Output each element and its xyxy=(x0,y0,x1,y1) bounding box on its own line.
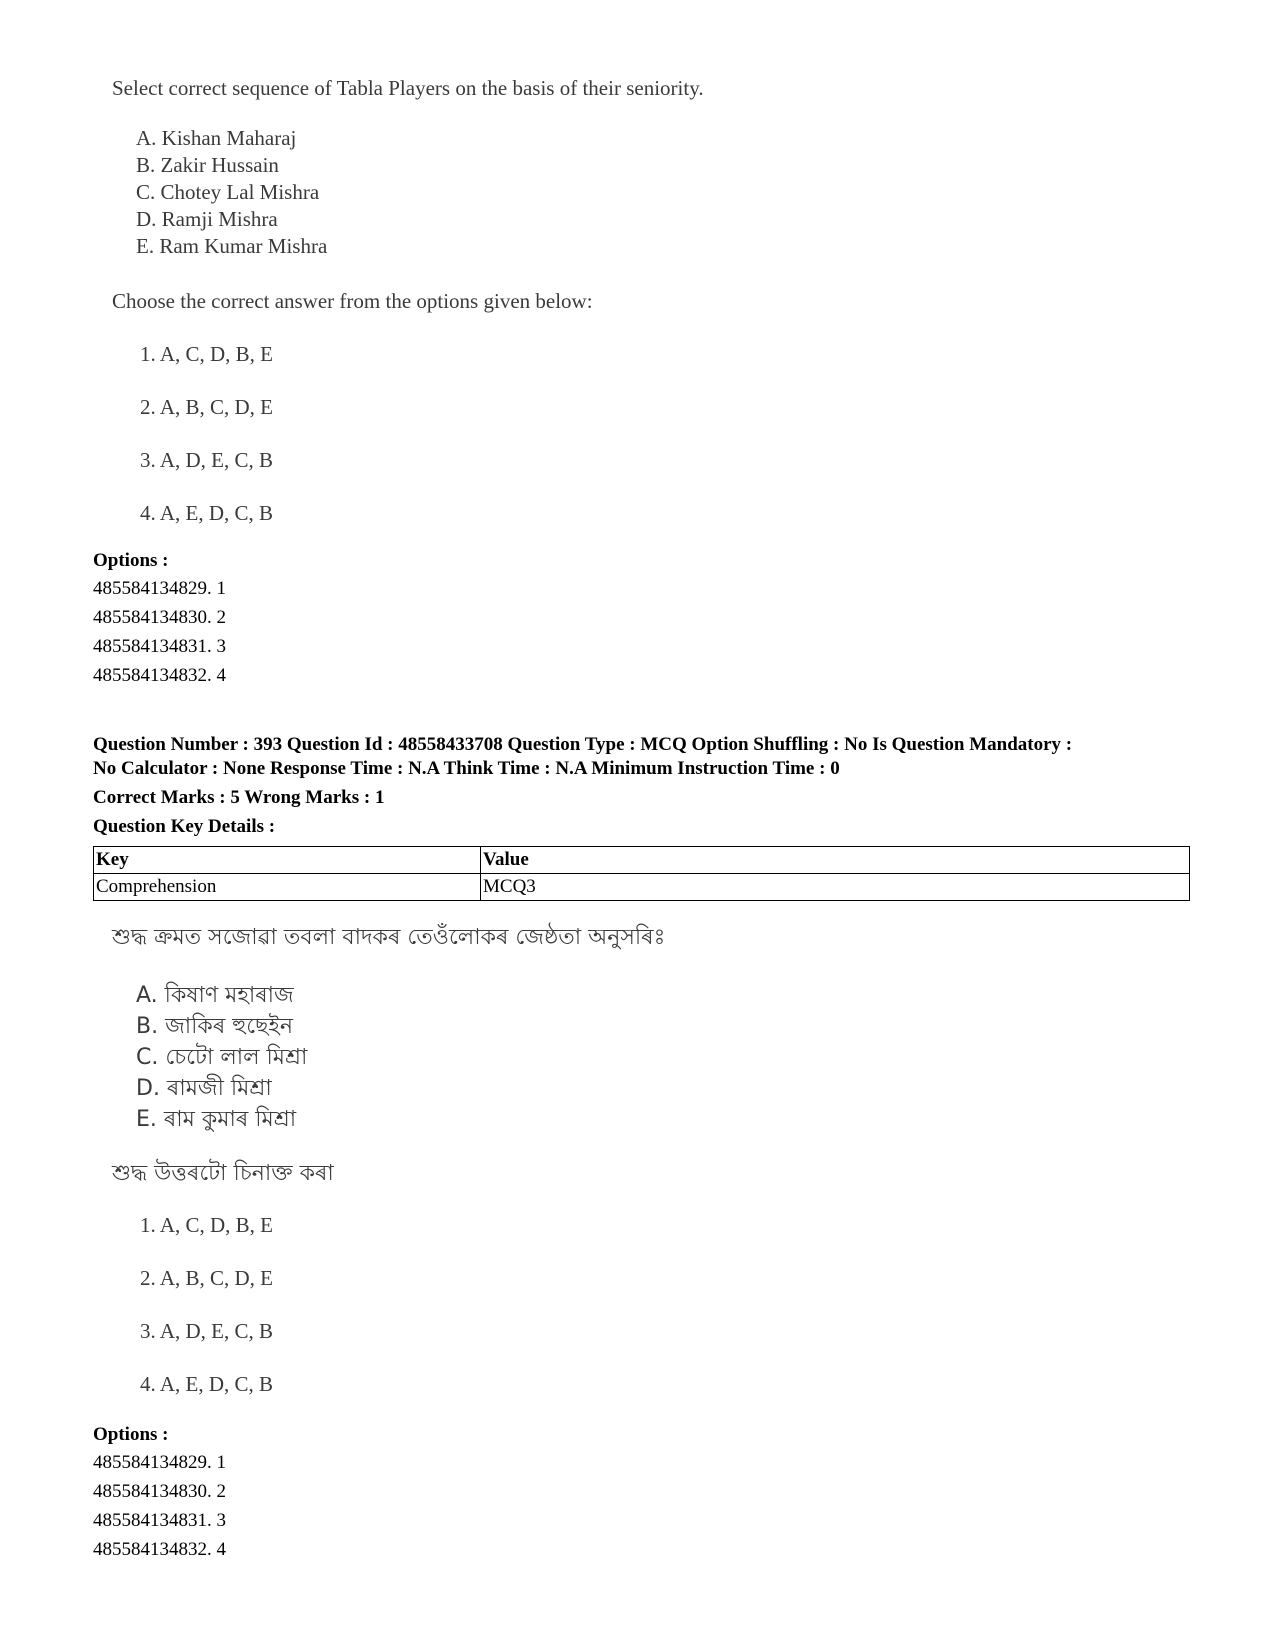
question-1-choice-1: 1. A, C, D, B, E xyxy=(140,342,274,366)
question-2-options-label: Options : xyxy=(93,1424,169,1445)
question-2-choice-4: 4. A, E, D, C, B xyxy=(140,1372,274,1396)
table-cell-value: MCQ3 xyxy=(481,874,1190,901)
question-2-item-d: D. ৰামজী মিশ্ৰা xyxy=(136,1076,272,1101)
question-key-details-label: Question Key Details : xyxy=(93,816,276,837)
question-1-item-a: A. Kishan Maharaj xyxy=(136,126,297,150)
table-header-row xyxy=(94,847,1190,874)
question-2-instruction: শুদ্ধ উত্তৰটো চিনাক্ত কৰা xyxy=(112,1161,334,1186)
question-2-choice-3: 3. A, D, E, C, B xyxy=(140,1319,274,1343)
question-1-item-c: C. Chotey Lal Mishra xyxy=(136,180,320,204)
question-2-item-b: B. জাকিৰ হুছেইন xyxy=(136,1014,294,1039)
question-2-prompt: শুদ্ধ ক্ৰমত সজোৱা তবলা বাদকৰ তেওঁলোকৰ জেষ্ঠতা অনুসৰিঃ xyxy=(112,925,666,950)
question-1-option-1: 485584134829. 1 xyxy=(93,578,226,599)
question-marks: Correct Marks : 5 Wrong Marks : 1 xyxy=(93,787,385,808)
question-2-choice-2: 2. A, B, C, D, E xyxy=(140,1266,274,1290)
table-header-key: Key xyxy=(94,847,481,874)
question-2-item-a: A. কিষাণ মহাৰাজ xyxy=(136,983,294,1008)
question-2-option-4: 485584134832. 4 xyxy=(93,1539,226,1560)
question-2-option-1: 485584134829. 1 xyxy=(93,1452,226,1473)
question-2-image xyxy=(0,900,1275,1400)
question-2-item-e: E. ৰাম কুমাৰ মিশ্ৰা xyxy=(136,1107,297,1132)
question-meta-line-1: Question Number : 393 Question Id : 48558433708 Question Type : MCQ Option Shuffling : No Is Question Mandatory : xyxy=(93,734,1073,755)
question-1-instruction: Choose the correct answer from the options given below: xyxy=(112,289,593,313)
question-1-prompt: Select correct sequence of Tabla Players on the basis of their seniority. xyxy=(112,76,704,100)
question-key-table xyxy=(93,846,1190,901)
question-2-option-3: 485584134831. 3 xyxy=(93,1510,226,1531)
table-row xyxy=(94,874,1190,901)
question-1-option-4: 485584134832. 4 xyxy=(93,665,226,686)
question-2-item-c: C. চেটো লাল মিশ্ৰা xyxy=(136,1045,308,1070)
table-cell-key: Comprehension xyxy=(94,874,481,901)
question-1-option-2: 485584134830. 2 xyxy=(93,607,226,628)
question-1-choice-2: 2. A, B, C, D, E xyxy=(140,395,274,419)
question-2-choice-1: 1. A, C, D, B, E xyxy=(140,1213,274,1237)
question-1-option-3: 485584134831. 3 xyxy=(93,636,226,657)
question-1-choice-4: 4. A, E, D, C, B xyxy=(140,501,274,525)
question-1-item-b: B. Zakir Hussain xyxy=(136,153,279,177)
question-2-option-2: 485584134830. 2 xyxy=(93,1481,226,1502)
question-1-options-label: Options : xyxy=(93,550,169,571)
question-1-item-d: D. Ramji Mishra xyxy=(136,207,278,231)
question-1-item-e: E. Ram Kumar Mishra xyxy=(136,234,328,258)
table-header-value: Value xyxy=(481,847,1190,874)
question-1-choice-3: 3. A, D, E, C, B xyxy=(140,448,274,472)
question-meta-line-2: No Calculator : None Response Time : N.A Think Time : N.A Minimum Instruction Time : 0 xyxy=(93,758,840,779)
question-1-image xyxy=(0,0,1275,525)
